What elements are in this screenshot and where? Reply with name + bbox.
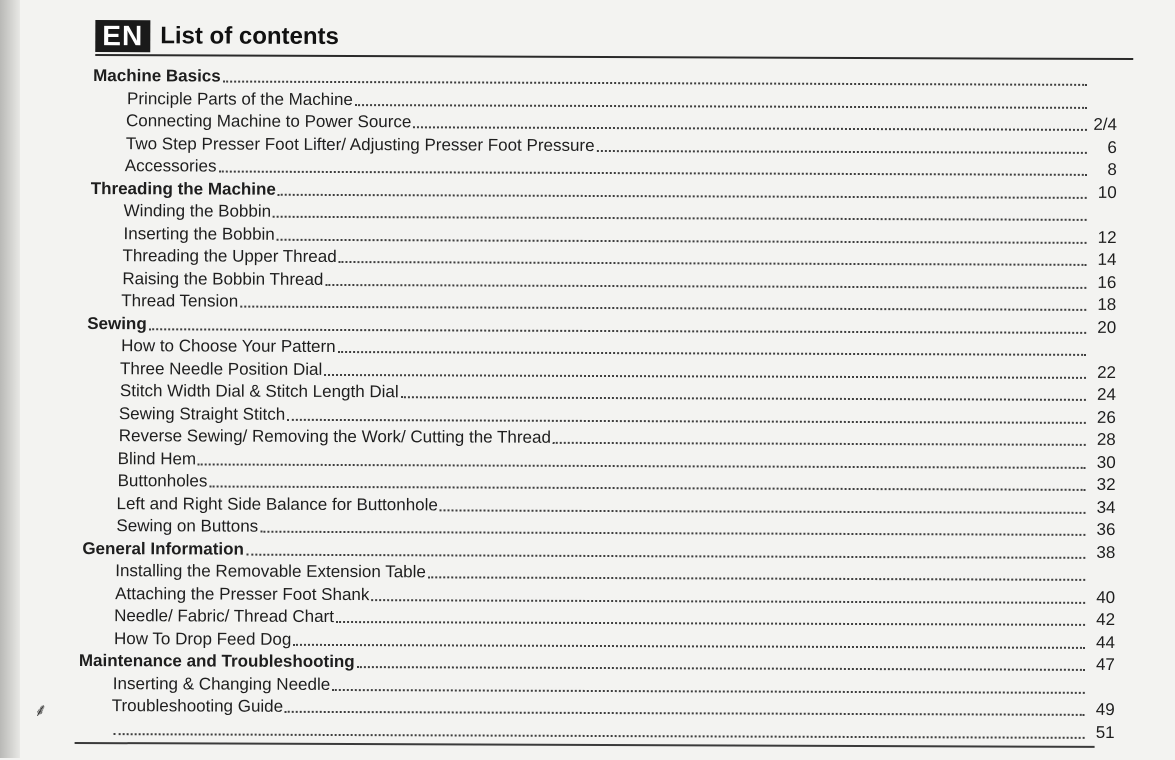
dot-leader	[428, 576, 1085, 581]
page-number: 16	[1088, 272, 1116, 292]
dot-leader	[293, 643, 1085, 648]
toc-entry-row	[125, 154, 1117, 180]
toc-entry-row	[112, 717, 1115, 743]
entry-title: Needle/ Fabric/ Thread Chart	[114, 606, 334, 627]
dot-leader	[336, 621, 1085, 626]
page-number: 38	[1087, 542, 1115, 562]
page-number: 51	[1087, 722, 1115, 742]
entry-title: Two Step Presser Foot Lifter/ Adjusting Presser Foot Pressure	[126, 134, 595, 156]
entry-title: Sewing Straight Stitch	[119, 404, 285, 425]
toc-entry-row	[127, 87, 1117, 113]
page-number: 6	[1089, 137, 1117, 157]
entry-title: Buttonholes	[118, 471, 208, 491]
dot-leader	[114, 733, 1085, 739]
toc-entry-row	[120, 357, 1116, 383]
toc-section-row	[91, 177, 1117, 203]
section-title: Sewing	[87, 314, 147, 334]
dot-leader	[246, 553, 1085, 558]
toc-entry-row	[118, 447, 1116, 473]
dot-leader	[273, 216, 1087, 221]
toc-section-row	[87, 312, 1116, 338]
toc-entry-row	[122, 267, 1116, 293]
page-number: 30	[1088, 452, 1116, 472]
page-number: 34	[1087, 497, 1115, 517]
entry-title: Sewing on Buttons	[116, 516, 258, 537]
margin-mark: ⸙	[34, 698, 48, 722]
page-number: 14	[1088, 250, 1116, 270]
dot-leader	[325, 283, 1086, 288]
dot-leader	[324, 373, 1086, 378]
dot-leader	[371, 599, 1085, 604]
entry-title: Accessories	[125, 156, 217, 176]
page-number: 42	[1087, 610, 1115, 630]
entry-title: Three Needle Position Dial	[120, 359, 322, 380]
dot-leader	[260, 531, 1085, 536]
toc-entry-row	[113, 672, 1115, 698]
toc-entry-row	[126, 109, 1117, 135]
entry-title: Stitch Width Dial & Stitch Length Dial	[120, 381, 399, 402]
dot-leader	[597, 149, 1087, 153]
dot-leader	[240, 306, 1086, 311]
toc-section-row	[82, 537, 1115, 563]
dot-leader	[287, 418, 1086, 423]
page-number: 44	[1087, 632, 1115, 652]
dot-leader	[209, 486, 1085, 491]
entry-title: Inserting & Changing Needle	[113, 674, 330, 695]
section-title: Maintenance and Troubleshooting	[79, 651, 355, 672]
toc-entry-row	[115, 559, 1115, 585]
entry-title: How to Choose Your Pattern	[121, 336, 336, 357]
page-number: 2/4	[1089, 115, 1117, 135]
page-number: 40	[1087, 587, 1115, 607]
toc-entry-row	[116, 492, 1115, 518]
toc-section-row	[79, 649, 1115, 675]
entry-title: How To Drop Feed Dog	[114, 629, 291, 650]
page-number: 36	[1087, 520, 1115, 540]
toc-entry-row	[118, 469, 1116, 495]
toc-entry-row	[121, 334, 1116, 360]
toc-entry-row	[119, 402, 1116, 428]
toc-entry-row	[126, 132, 1117, 158]
page-number: 49	[1087, 700, 1115, 720]
section-title: Machine Basics	[93, 66, 221, 86]
page-number: 22	[1088, 362, 1116, 382]
dot-leader	[440, 509, 1086, 513]
language-badge: EN	[95, 20, 150, 52]
entry-title: Troubleshooting Guide	[112, 696, 283, 717]
entry-title: Winding the Bobbin	[124, 201, 272, 222]
toc-entry-row	[114, 627, 1115, 653]
section-title: General Information	[82, 539, 244, 560]
page-title: List of contents	[160, 22, 339, 51]
toc-entry-row	[121, 289, 1116, 315]
dot-leader	[223, 81, 1087, 86]
toc-section-row	[93, 64, 1117, 90]
dot-leader	[332, 688, 1085, 693]
entry-title: Raising the Bobbin Thread	[122, 269, 323, 290]
dot-leader	[553, 442, 1086, 446]
entry-title: Connecting Machine to Power Source	[126, 111, 411, 132]
toc-entry-row	[112, 694, 1115, 720]
dot-leader	[277, 238, 1087, 243]
page-number: 47	[1087, 655, 1115, 675]
toc-entry-row	[122, 244, 1116, 270]
page-number: 32	[1088, 475, 1116, 495]
entry-title: Inserting the Bobbin	[124, 224, 275, 245]
entry-title: Blind Hem	[118, 449, 196, 469]
dot-leader	[339, 261, 1087, 266]
page-number: 20	[1088, 317, 1116, 337]
dot-leader	[149, 328, 1086, 334]
entry-title: Thread Tension	[121, 291, 238, 311]
page-number: 8	[1089, 160, 1117, 180]
entry-title: Threading the Upper Thread	[122, 246, 336, 267]
entry-title: Attaching the Presser Foot Shank	[115, 584, 369, 605]
dot-leader	[278, 193, 1087, 198]
page-number: 10	[1089, 182, 1117, 202]
dot-leader	[357, 666, 1085, 671]
dot-leader	[285, 711, 1085, 716]
entry-title: Reverse Sewing/ Removing the Work/ Cutting the Thread	[119, 426, 551, 448]
dot-leader	[338, 351, 1086, 356]
entry-title: Principle Parts of the Machine	[127, 89, 353, 110]
toc-entry-row	[124, 199, 1117, 225]
toc-entry-row	[116, 514, 1115, 540]
dot-leader	[413, 126, 1087, 131]
page-number: 28	[1088, 430, 1116, 450]
section-title: Threading the Machine	[91, 179, 276, 200]
toc-entry-row	[114, 604, 1115, 630]
dot-leader	[218, 171, 1086, 176]
dot-leader	[198, 463, 1086, 468]
toc-entry-row	[119, 424, 1116, 450]
dot-leader	[401, 396, 1086, 401]
page-number: 26	[1088, 407, 1116, 427]
page-number: 18	[1088, 295, 1116, 315]
dot-leader	[355, 104, 1087, 109]
page-number: 12	[1089, 227, 1117, 247]
toc-entry-row	[115, 582, 1115, 608]
entry-title: Left and Right Side Balance for Buttonhole	[116, 494, 437, 515]
entry-title: Installing the Removable Extension Table	[115, 561, 426, 582]
toc-entry-row	[120, 379, 1116, 405]
page-number: 24	[1088, 385, 1116, 405]
toc-entry-row	[124, 222, 1117, 248]
